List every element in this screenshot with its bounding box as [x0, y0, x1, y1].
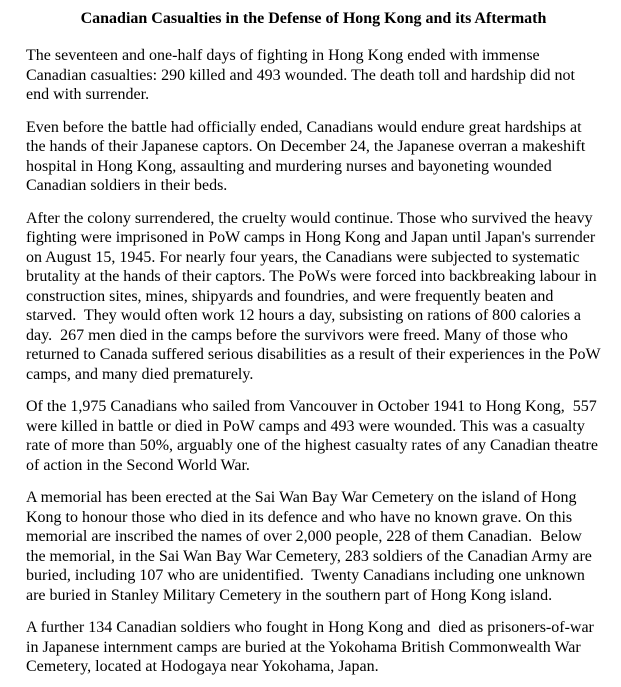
paragraph-yokohama-cemetery: A further 134 Canadian soldiers who fought in Hong Kong and died as prisoners-of-war in Japanese internment camps are buried at the Yokohama British Commonwealth War Cemetery, located at Hodogaya near Yokohama, Japan. — [26, 619, 598, 675]
paragraph-pow-camps: After the colony surrendered, the cruelty would continue. Those who survived the heavy fighting were imprisoned in PoW camps in Hong Kong and Japan until Japan's surrender on August 15, 1945. For nearly four years, the Canadians were subjected to systematic brutality at the hands of their captors. The PoWs were forced into backbreaking labour in construction sites, mines, shipyards and foundries, and were frequently beaten and starved. They would often work 12 hours a day, subsisting on rations of 800 calories a day. 267 men died in the camps before the survivors were freed. Many of those who returned to Canada suffered serious disabilities as a result of their experiences in the PoW camps, and many died prematurely. — [26, 209, 605, 383]
paragraph-casualty-rate: Of the 1,975 Canadians who sailed from Vancouver in October 1941 to Hong Kong, 557 were killed in battle or died in PoW camps and 493 were wounded. This was a casualty rate of more than 50%, arguably one of the highest casualty rates of any Canadian theatre of action in the Second World War. — [26, 398, 602, 474]
document-title: Canadian Casualties in the Defense of Hong Kong and its Aftermath — [80, 10, 547, 27]
paragraph-hospital-atrocity: Even before the battle had officially ended, Canadians would endure great hardships at the hands of their Japanese captors. On December 24, the Japanese overran a makeshift hospital in Hong Kong, assaulting and murdering nurses and bayoneting wounded Canadian soldiers in their beds. — [26, 118, 590, 194]
paragraph-casualties-summary: The seventeen and one-half days of fighting in Hong Kong ended with immense Canadian casualties: 290 killed and 493 wounded. The death toll and hardship did not end with surrender. — [26, 47, 579, 103]
paragraph-sai-wan-memorial: A memorial has been erected at the Sai Wan Bay War Cemetery on the island of Hong Kong to honour those who died in its defence and who have no known grave. On this memorial are inscribed the names of over 2,000 people, 228 of them Canadian. Below the memorial, in the Sai Wan Bay War Cemetery, 283 soldiers of the Canadian Army are buried, including 107 who are unidentified. Twenty Canadians including one unknown are buried in Stanley Military Cemetery in the southern part of Hong Kong island. — [26, 489, 596, 604]
